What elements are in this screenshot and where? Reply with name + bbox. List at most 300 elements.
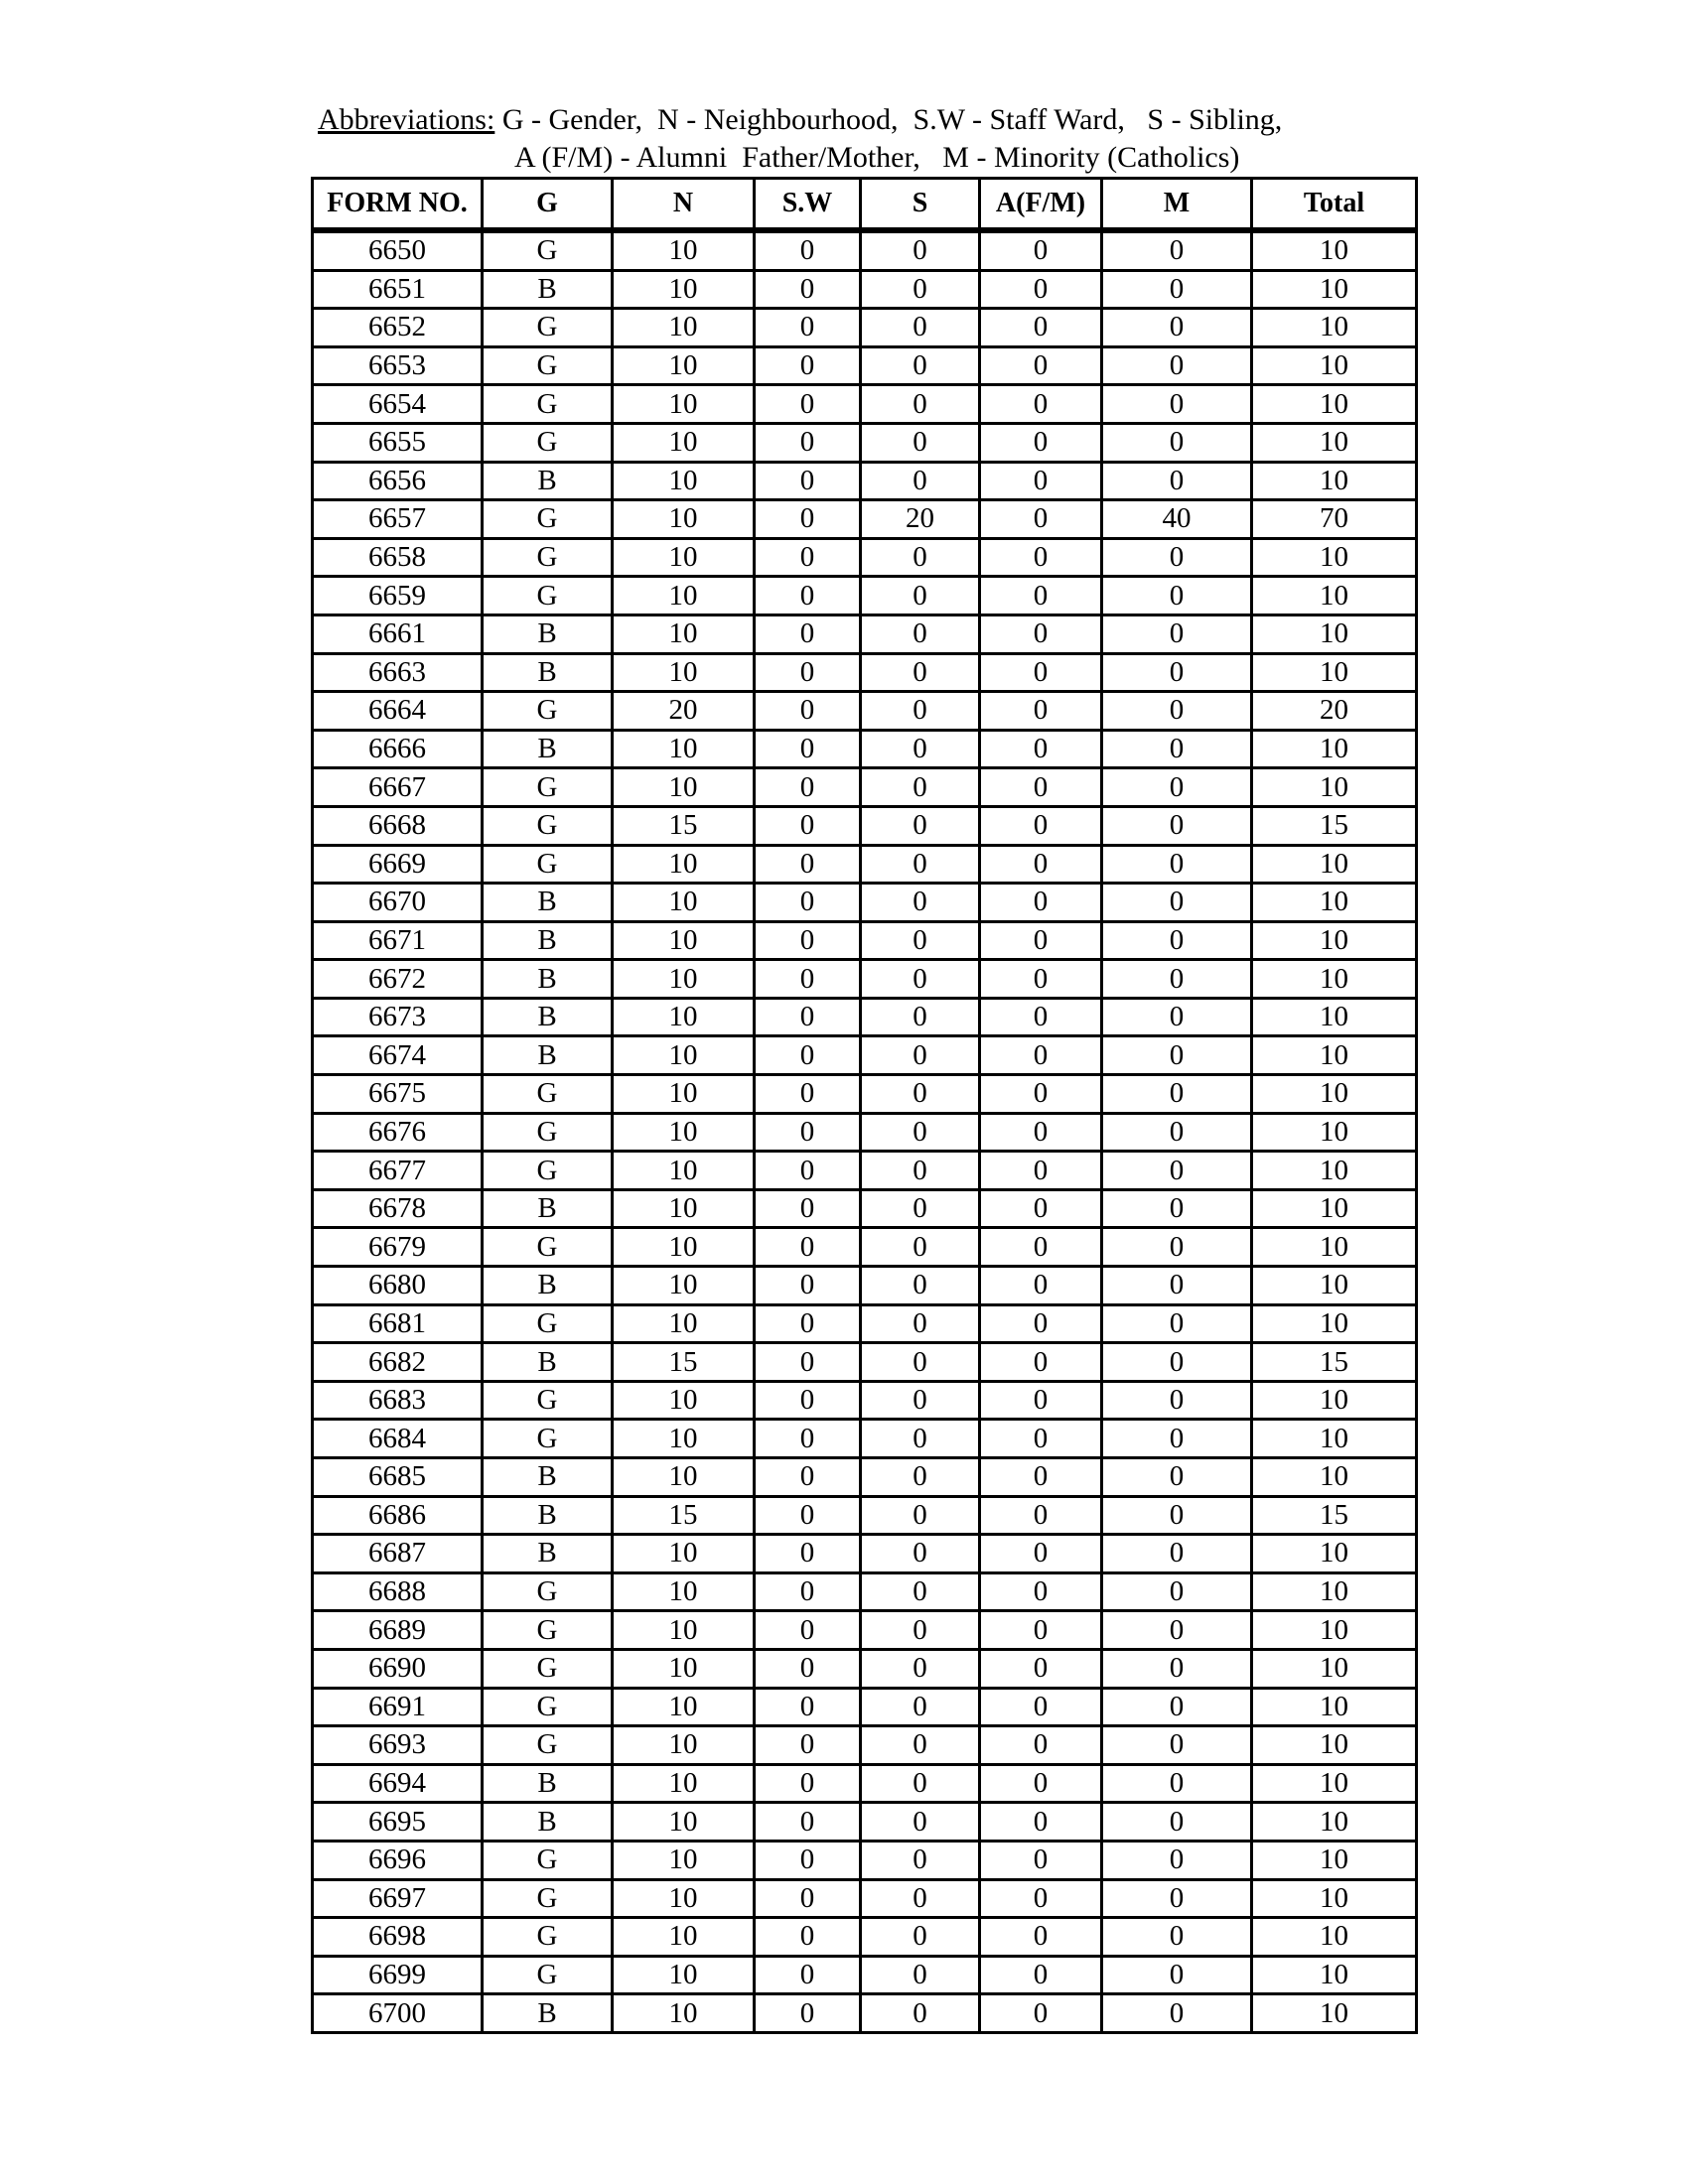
- staff-ward-cell: 0: [755, 346, 861, 385]
- staff-ward-cell: 0: [755, 1841, 861, 1879]
- alumni-cell: 0: [980, 1343, 1102, 1382]
- gender-cell: G: [483, 1726, 613, 1765]
- neighbourhood-cell: 10: [613, 1688, 755, 1726]
- neighbourhood-cell: 10: [613, 1764, 755, 1803]
- form-no-cell: 6658: [313, 538, 483, 577]
- form-no-cell: 6671: [313, 921, 483, 960]
- sibling-cell: 0: [861, 845, 980, 884]
- form-no-cell: 6650: [313, 230, 483, 270]
- alumni-cell: 0: [980, 1764, 1102, 1803]
- neighbourhood-cell: 15: [613, 1343, 755, 1382]
- sibling-cell: 20: [861, 500, 980, 539]
- alumni-cell: 0: [980, 692, 1102, 731]
- total-cell: 10: [1252, 270, 1417, 309]
- table-row: [313, 1649, 1417, 1688]
- sibling-cell: 0: [861, 1841, 980, 1879]
- alumni-cell: 0: [980, 385, 1102, 424]
- staff-ward-cell: 0: [755, 1304, 861, 1343]
- neighbourhood-cell: 10: [613, 500, 755, 539]
- form-no-cell: 6652: [313, 309, 483, 347]
- minority-cell: 0: [1102, 730, 1252, 768]
- alumni-cell: 0: [980, 423, 1102, 462]
- alumni-cell: 0: [980, 1956, 1102, 1994]
- table-row: [313, 884, 1417, 922]
- total-cell: 10: [1252, 1420, 1417, 1458]
- sibling-cell: 0: [861, 577, 980, 615]
- minority-cell: 0: [1102, 1535, 1252, 1573]
- staff-ward-cell: 0: [755, 653, 861, 692]
- total-cell: 10: [1252, 960, 1417, 999]
- form-no-cell: 6684: [313, 1420, 483, 1458]
- sibling-cell: 0: [861, 1572, 980, 1611]
- sibling-cell: 0: [861, 1420, 980, 1458]
- staff-ward-cell: 0: [755, 462, 861, 500]
- sibling-cell: 0: [861, 270, 980, 309]
- staff-ward-cell: 0: [755, 1764, 861, 1803]
- alumni-cell: 0: [980, 1189, 1102, 1228]
- sibling-cell: 0: [861, 1496, 980, 1535]
- neighbourhood-cell: 10: [613, 346, 755, 385]
- neighbourhood-cell: 10: [613, 538, 755, 577]
- neighbourhood-cell: 15: [613, 806, 755, 845]
- table-row: [313, 423, 1417, 462]
- staff-ward-cell: 0: [755, 1343, 861, 1382]
- alumni-cell: 0: [980, 1267, 1102, 1305]
- sibling-cell: 0: [861, 1994, 980, 2033]
- gender-cell: G: [483, 1649, 613, 1688]
- gender-cell: G: [483, 1879, 613, 1918]
- alumni-cell: 0: [980, 462, 1102, 500]
- sibling-cell: 0: [861, 1879, 980, 1918]
- minority-cell: 0: [1102, 806, 1252, 845]
- table-row: [313, 500, 1417, 539]
- staff-ward-cell: 0: [755, 1956, 861, 1994]
- minority-cell: 0: [1102, 653, 1252, 692]
- total-cell: 10: [1252, 309, 1417, 347]
- gender-cell: B: [483, 730, 613, 768]
- alumni-cell: 0: [980, 1726, 1102, 1765]
- minority-cell: 0: [1102, 1649, 1252, 1688]
- neighbourhood-cell: 10: [613, 1841, 755, 1879]
- form-no-cell: 6654: [313, 385, 483, 424]
- form-no-cell: 6674: [313, 1036, 483, 1075]
- form-no-cell: 6690: [313, 1649, 483, 1688]
- neighbourhood-cell: 10: [613, 884, 755, 922]
- neighbourhood-cell: 10: [613, 230, 755, 270]
- form-no-cell: 6669: [313, 845, 483, 884]
- sibling-cell: 0: [861, 1267, 980, 1305]
- staff-ward-cell: 0: [755, 1189, 861, 1228]
- table-row: [313, 1075, 1417, 1114]
- gender-cell: G: [483, 1113, 613, 1152]
- sibling-header: S: [861, 179, 980, 231]
- minority-cell: 0: [1102, 423, 1252, 462]
- gender-cell: B: [483, 1496, 613, 1535]
- total-cell: 10: [1252, 1649, 1417, 1688]
- form-no-cell: 6659: [313, 577, 483, 615]
- gender-cell: G: [483, 1152, 613, 1190]
- total-cell: 10: [1252, 538, 1417, 577]
- gender-cell: G: [483, 309, 613, 347]
- table-row: [313, 230, 1417, 270]
- total-cell: 10: [1252, 1803, 1417, 1842]
- abbreviations-legend: [318, 101, 1410, 177]
- form-no-cell: 6677: [313, 1152, 483, 1190]
- alumni-cell: 0: [980, 1688, 1102, 1726]
- minority-cell: 0: [1102, 462, 1252, 500]
- sibling-cell: 0: [861, 1535, 980, 1573]
- form-no-cell: 6698: [313, 1918, 483, 1957]
- minority-cell: 0: [1102, 1267, 1252, 1305]
- staff-ward-cell: 0: [755, 614, 861, 653]
- gender-cell: B: [483, 653, 613, 692]
- gender-cell: G: [483, 1611, 613, 1650]
- total-cell: 10: [1252, 423, 1417, 462]
- sibling-cell: 0: [861, 1611, 980, 1650]
- minority-cell: 0: [1102, 1688, 1252, 1726]
- gender-cell: B: [483, 998, 613, 1036]
- form-no-cell: 6667: [313, 768, 483, 807]
- form-no-cell: 6656: [313, 462, 483, 500]
- total-cell: 15: [1252, 1343, 1417, 1382]
- sibling-cell: 0: [861, 960, 980, 999]
- gender-cell: G: [483, 1841, 613, 1879]
- staff-ward-cell: 0: [755, 538, 861, 577]
- minority-cell: 0: [1102, 1420, 1252, 1458]
- minority-cell: 0: [1102, 921, 1252, 960]
- total-cell: 10: [1252, 462, 1417, 500]
- total-cell: 10: [1252, 385, 1417, 424]
- staff-ward-cell: 0: [755, 1496, 861, 1535]
- minority-cell: 0: [1102, 1113, 1252, 1152]
- table-row: [313, 614, 1417, 653]
- total-cell: 15: [1252, 1496, 1417, 1535]
- form-no-cell: 6681: [313, 1304, 483, 1343]
- table-row: [313, 577, 1417, 615]
- total-cell: 10: [1252, 346, 1417, 385]
- total-cell: 10: [1252, 1189, 1417, 1228]
- minority-cell: 0: [1102, 230, 1252, 270]
- staff-ward-cell: 0: [755, 1535, 861, 1573]
- alumni-cell: 0: [980, 1803, 1102, 1842]
- alumni-cell: 0: [980, 1496, 1102, 1535]
- gender-cell: G: [483, 1572, 613, 1611]
- sibling-cell: 0: [861, 998, 980, 1036]
- total-cell: 10: [1252, 1228, 1417, 1267]
- sibling-cell: 0: [861, 730, 980, 768]
- sibling-cell: 0: [861, 806, 980, 845]
- alumni-cell: 0: [980, 1152, 1102, 1190]
- minority-cell: 0: [1102, 270, 1252, 309]
- form-no-cell: 6668: [313, 806, 483, 845]
- table-row: [313, 845, 1417, 884]
- minority-cell: 0: [1102, 1879, 1252, 1918]
- form-no-cell: 6689: [313, 1611, 483, 1650]
- gender-cell: G: [483, 500, 613, 539]
- sibling-cell: 0: [861, 1381, 980, 1420]
- table-row: [313, 1152, 1417, 1190]
- sibling-cell: 0: [861, 462, 980, 500]
- gender-cell: G: [483, 577, 613, 615]
- neighbourhood-cell: 10: [613, 1420, 755, 1458]
- total-cell: 10: [1252, 1726, 1417, 1765]
- total-cell: 10: [1252, 1152, 1417, 1190]
- sibling-cell: 0: [861, 768, 980, 807]
- gender-cell: G: [483, 768, 613, 807]
- alumni-cell: 0: [980, 730, 1102, 768]
- neighbourhood-cell: 20: [613, 692, 755, 731]
- alumni-cell: 0: [980, 1572, 1102, 1611]
- staff-ward-header: S.W: [755, 179, 861, 231]
- gender-cell: B: [483, 921, 613, 960]
- sibling-cell: 0: [861, 692, 980, 731]
- total-cell: 10: [1252, 1304, 1417, 1343]
- form-no-cell: 6651: [313, 270, 483, 309]
- minority-cell: 0: [1102, 884, 1252, 922]
- alumni-cell: 0: [980, 806, 1102, 845]
- total-cell: 10: [1252, 768, 1417, 807]
- table-row: [313, 768, 1417, 807]
- table-row: [313, 1113, 1417, 1152]
- table-row: [313, 1228, 1417, 1267]
- form-no-cell: 6696: [313, 1841, 483, 1879]
- minority-cell: 0: [1102, 1381, 1252, 1420]
- staff-ward-cell: 0: [755, 500, 861, 539]
- alumni-cell: 0: [980, 270, 1102, 309]
- neighbourhood-cell: 10: [613, 1036, 755, 1075]
- table-row: [313, 270, 1417, 309]
- minority-cell: 0: [1102, 1343, 1252, 1382]
- gender-cell: B: [483, 884, 613, 922]
- form-no-cell: 6666: [313, 730, 483, 768]
- table-row: [313, 998, 1417, 1036]
- gender-cell: G: [483, 1304, 613, 1343]
- form-no-cell: 6670: [313, 884, 483, 922]
- total-cell: 10: [1252, 998, 1417, 1036]
- staff-ward-cell: 0: [755, 1726, 861, 1765]
- total-cell: 10: [1252, 1841, 1417, 1879]
- gender-cell: G: [483, 538, 613, 577]
- table-row: [313, 692, 1417, 731]
- table-row: [313, 1956, 1417, 1994]
- neighbourhood-cell: 10: [613, 270, 755, 309]
- neighbourhood-cell: 10: [613, 1228, 755, 1267]
- staff-ward-cell: 0: [755, 921, 861, 960]
- table-row: [313, 1726, 1417, 1765]
- minority-cell: 0: [1102, 1726, 1252, 1765]
- total-cell: 10: [1252, 1611, 1417, 1650]
- minority-cell: 0: [1102, 1764, 1252, 1803]
- alumni-cell: 0: [980, 500, 1102, 539]
- alumni-cell: 0: [980, 230, 1102, 270]
- form-no-cell: 6699: [313, 1956, 483, 1994]
- total-cell: 10: [1252, 653, 1417, 692]
- staff-ward-cell: 0: [755, 1152, 861, 1190]
- staff-ward-cell: 0: [755, 768, 861, 807]
- sibling-cell: 0: [861, 1956, 980, 1994]
- table-row: [313, 1304, 1417, 1343]
- abbreviations-line-2: A (F/M) - Alumni Father/Mother, M - Minority (Catholics): [514, 141, 1240, 174]
- form-no-cell: 6700: [313, 1994, 483, 2033]
- minority-cell: 0: [1102, 1841, 1252, 1879]
- form-no-cell: 6653: [313, 346, 483, 385]
- abbreviations-text-1: G - Gender, N - Neighbourhood, S.W - Staff Ward, S - Sibling,: [494, 103, 1283, 136]
- form-no-cell: 6678: [313, 1189, 483, 1228]
- sibling-cell: 0: [861, 653, 980, 692]
- total-cell: 10: [1252, 1036, 1417, 1075]
- total-cell: 10: [1252, 1381, 1417, 1420]
- form-no-cell: 6691: [313, 1688, 483, 1726]
- gender-header: G: [483, 179, 613, 231]
- alumni-cell: 0: [980, 845, 1102, 884]
- alumni-cell: 0: [980, 1075, 1102, 1114]
- gender-cell: G: [483, 845, 613, 884]
- alumni-cell: 0: [980, 577, 1102, 615]
- staff-ward-cell: 0: [755, 1381, 861, 1420]
- sibling-cell: 0: [861, 1036, 980, 1075]
- staff-ward-cell: 0: [755, 1879, 861, 1918]
- table-row: [313, 1458, 1417, 1497]
- gender-cell: G: [483, 385, 613, 424]
- minority-cell: 0: [1102, 385, 1252, 424]
- staff-ward-cell: 0: [755, 1113, 861, 1152]
- total-cell: 15: [1252, 806, 1417, 845]
- minority-cell: 0: [1102, 309, 1252, 347]
- alumni-cell: 0: [980, 1113, 1102, 1152]
- table-row: [313, 1688, 1417, 1726]
- neighbourhood-cell: 10: [613, 845, 755, 884]
- neighbourhood-cell: 10: [613, 385, 755, 424]
- total-cell: 10: [1252, 1764, 1417, 1803]
- minority-cell: 0: [1102, 614, 1252, 653]
- table-row: [313, 1036, 1417, 1075]
- form-no-header: FORM NO.: [313, 179, 483, 231]
- sibling-cell: 0: [861, 1304, 980, 1343]
- table-row: [313, 730, 1417, 768]
- sibling-cell: 0: [861, 1803, 980, 1842]
- gender-cell: G: [483, 1688, 613, 1726]
- minority-cell: 0: [1102, 960, 1252, 999]
- neighbourhood-cell: 10: [613, 1189, 755, 1228]
- total-cell: 70: [1252, 500, 1417, 539]
- gender-cell: G: [483, 1956, 613, 1994]
- sibling-cell: 0: [861, 1764, 980, 1803]
- neighbourhood-cell: 10: [613, 1267, 755, 1305]
- form-no-cell: 6661: [313, 614, 483, 653]
- alumni-cell: 0: [980, 1535, 1102, 1573]
- total-cell: 10: [1252, 1113, 1417, 1152]
- staff-ward-cell: 0: [755, 230, 861, 270]
- staff-ward-cell: 0: [755, 1918, 861, 1957]
- table-row: [313, 1879, 1417, 1918]
- staff-ward-cell: 0: [755, 1267, 861, 1305]
- form-no-cell: 6693: [313, 1726, 483, 1765]
- sibling-cell: 0: [861, 385, 980, 424]
- alumni-cell: 0: [980, 1036, 1102, 1075]
- abbreviations-line-1: [318, 101, 1410, 139]
- alumni-cell: 0: [980, 998, 1102, 1036]
- minority-cell: 0: [1102, 845, 1252, 884]
- staff-ward-cell: 0: [755, 270, 861, 309]
- form-no-cell: 6676: [313, 1113, 483, 1152]
- sibling-cell: 0: [861, 538, 980, 577]
- sibling-cell: 0: [861, 346, 980, 385]
- minority-cell: 0: [1102, 1956, 1252, 1994]
- minority-header: M: [1102, 179, 1252, 231]
- gender-cell: G: [483, 806, 613, 845]
- alumni-cell: 0: [980, 1841, 1102, 1879]
- gender-cell: B: [483, 1343, 613, 1382]
- staff-ward-cell: 0: [755, 1649, 861, 1688]
- staff-ward-cell: 0: [755, 692, 861, 731]
- alumni-header: A(F/M): [980, 179, 1102, 231]
- sibling-cell: 0: [861, 1458, 980, 1497]
- abbreviations-label: Abbreviations:: [318, 103, 495, 136]
- alumni-cell: 0: [980, 884, 1102, 922]
- alumni-cell: 0: [980, 1879, 1102, 1918]
- gender-cell: B: [483, 1535, 613, 1573]
- staff-ward-cell: 0: [755, 806, 861, 845]
- sibling-cell: 0: [861, 1189, 980, 1228]
- minority-cell: 0: [1102, 1803, 1252, 1842]
- staff-ward-cell: 0: [755, 960, 861, 999]
- alumni-cell: 0: [980, 1649, 1102, 1688]
- table-row: [313, 1764, 1417, 1803]
- gender-cell: G: [483, 1381, 613, 1420]
- form-no-cell: 6682: [313, 1343, 483, 1382]
- staff-ward-cell: 0: [755, 1075, 861, 1114]
- form-no-cell: 6685: [313, 1458, 483, 1497]
- table-row: [313, 1496, 1417, 1535]
- gender-cell: B: [483, 1267, 613, 1305]
- staff-ward-cell: 0: [755, 998, 861, 1036]
- table-row: [313, 1994, 1417, 2033]
- table-row: [313, 1611, 1417, 1650]
- table-row: [313, 1572, 1417, 1611]
- gender-cell: G: [483, 423, 613, 462]
- staff-ward-cell: 0: [755, 423, 861, 462]
- table-row: [313, 806, 1417, 845]
- form-no-cell: 6694: [313, 1764, 483, 1803]
- neighbourhood-cell: 10: [613, 1152, 755, 1190]
- neighbourhood-cell: 10: [613, 921, 755, 960]
- staff-ward-cell: 0: [755, 1228, 861, 1267]
- form-no-cell: 6672: [313, 960, 483, 999]
- form-no-cell: 6680: [313, 1267, 483, 1305]
- total-cell: 10: [1252, 577, 1417, 615]
- total-cell: 10: [1252, 1572, 1417, 1611]
- staff-ward-cell: 0: [755, 1458, 861, 1497]
- minority-cell: 0: [1102, 1152, 1252, 1190]
- total-cell: 10: [1252, 1918, 1417, 1957]
- gender-cell: B: [483, 462, 613, 500]
- minority-cell: 40: [1102, 500, 1252, 539]
- gender-cell: G: [483, 1420, 613, 1458]
- neighbourhood-cell: 10: [613, 1918, 755, 1957]
- alumni-cell: 0: [980, 1918, 1102, 1957]
- alumni-cell: 0: [980, 309, 1102, 347]
- minority-cell: 0: [1102, 998, 1252, 1036]
- sibling-cell: 0: [861, 1343, 980, 1382]
- total-cell: 10: [1252, 230, 1417, 270]
- neighbourhood-cell: 10: [613, 653, 755, 692]
- total-cell: 10: [1252, 1994, 1417, 2033]
- neighbourhood-cell: 10: [613, 960, 755, 999]
- sibling-cell: 0: [861, 1649, 980, 1688]
- gender-cell: B: [483, 1458, 613, 1497]
- alumni-cell: 0: [980, 614, 1102, 653]
- form-no-cell: 6695: [313, 1803, 483, 1842]
